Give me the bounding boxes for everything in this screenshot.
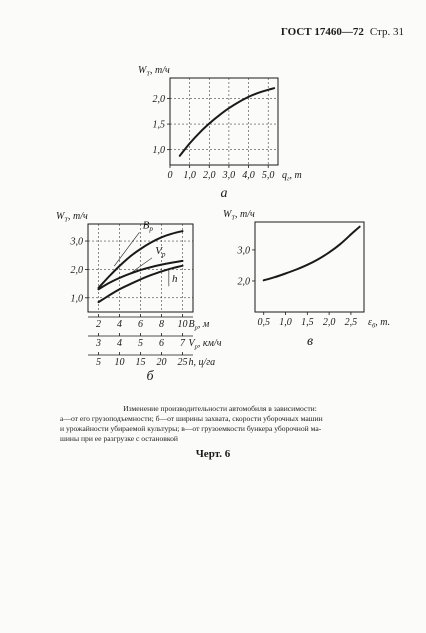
scale-tick-label: 10 [114,357,125,368]
x-tick-label: 1,0 [183,170,196,181]
panel-letter-а: а [220,186,228,201]
scale-tick-label: 4 [117,338,122,349]
x-tick-label: 3,0 [222,170,236,181]
y-tick-label: 1,0 [152,145,165,157]
series-label-b: $B_p$ [142,219,153,234]
x-tick-label: 4,0 [242,170,255,181]
caption-line-1: Изменение производительности автомобиля в зависимости: [123,404,317,413]
y-axis-label: $W_T$, т/ч [223,209,255,222]
x-axis-label: $\varepsilon_б$, т. [368,317,391,330]
x-tick-label: 1,0 [279,317,292,328]
series-label-h: h [172,273,178,286]
figure-label: Черт. 6 [195,448,231,460]
y-tick-label: 2,0 [70,264,83,276]
scale-tick-label: 3 [96,338,101,349]
scale-label: $V_p$, км/ч [188,338,222,351]
panel-letter-б: б [146,369,154,384]
x-tick-label: 2,5 [344,317,358,328]
x-tick-label: 2,0 [322,317,336,328]
scale-tick-label: 7 [180,338,185,349]
scale-tick-label: 5 [96,357,101,368]
series-label-v: $V_p$ [155,244,166,259]
chart-panel-в [223,209,390,349]
scale-tick-label: 6 [138,319,143,330]
scale-tick-label: 25 [177,357,188,368]
standard-number: ГОСТ 17460—72 [280,26,364,38]
series-leader [114,232,139,266]
y-tick-label: 1,0 [70,293,83,305]
y-axis-label: $W_T$, т/ч [138,65,170,78]
x-tick-label: 0 [167,170,173,181]
scale-tick-label: 2 [96,319,101,330]
x-tick-label: 1,5 [301,317,314,328]
chart-panel-а [138,65,302,201]
scale-tick-label: 6 [159,338,164,349]
x-tick-label: 5,0 [261,170,275,181]
x-axis-label: $q_г$, т [282,170,302,183]
x-tick-label: 2,0 [203,170,216,181]
scale-tick-label: 8 [159,319,164,330]
y-tick-label: 3,0 [70,236,83,248]
y-tick-label: 2,0 [152,93,165,105]
data-line-series [264,227,360,281]
chart-panel-б [56,211,222,384]
scale-label: $B_p$, м [188,319,210,332]
y-tick-label: 3,0 [237,245,250,257]
page-number: Стр. 31 [369,26,404,38]
scale-tick-label: 15 [135,357,146,368]
scale-label: h, ц/га [188,357,216,368]
caption-line-2: а—от его грузоподъемности; б—от ширины захвата, скорости уборочных машин [60,414,323,423]
x-tick-label: 0,5 [257,317,270,328]
scale-tick-label: 5 [138,338,143,349]
figure-caption [60,404,380,444]
panel-letter-в: в [306,334,314,349]
scale-tick-label: 10 [177,319,188,330]
series-leader [130,258,152,274]
y-tick-label: 1,5 [152,119,165,131]
plot-frame [255,222,364,312]
caption-line-3: и урожайности убираемой культуры; в—от грузоемкости бункера уборочной ма- [60,424,322,433]
caption-line-4: шины при ее разгрузке с остановкой [60,434,178,443]
y-tick-label: 2,0 [237,276,250,288]
scale-tick-label: 4 [117,319,122,330]
scale-tick-label: 20 [156,357,167,368]
y-axis-label: $W_T$, т/ч [56,211,88,224]
